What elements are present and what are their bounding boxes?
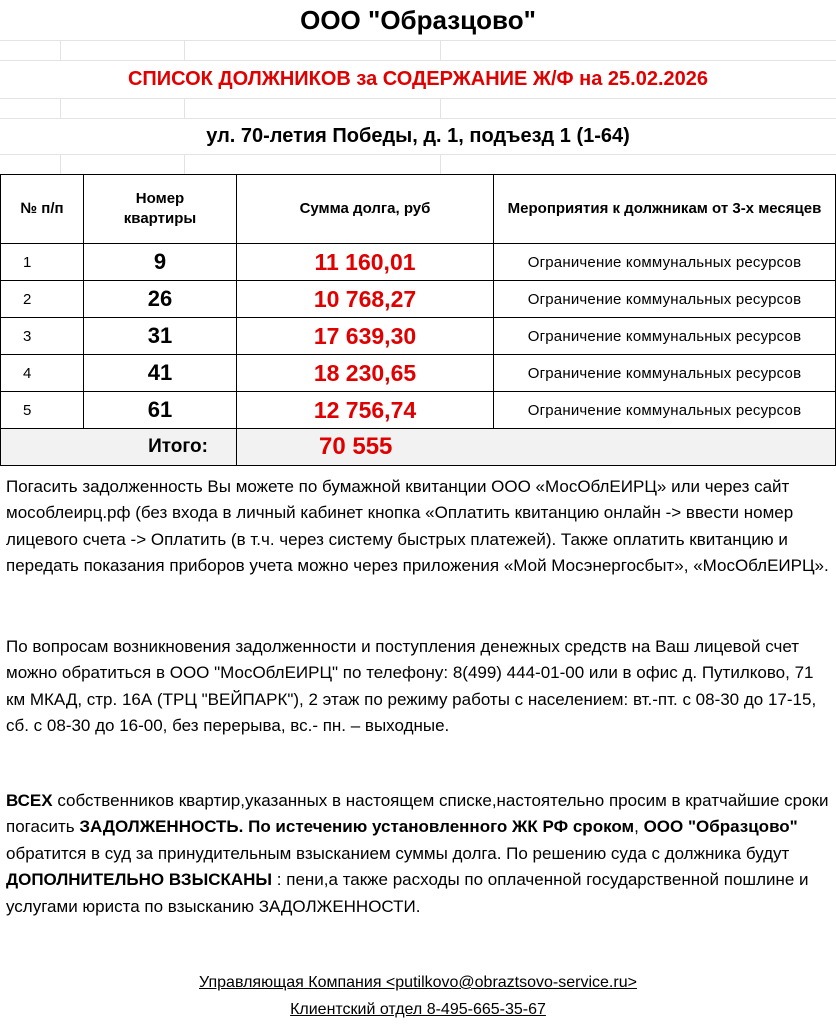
document-title: СПИСОК ДОЛЖНИКОВ за СОДЕРЖАНИЕ Ж/Ф на 25.02.2026 — [127, 67, 709, 90]
contact-info: По вопросам возникновения задолженности и поступления денежных средств на Ваш лицевой счет можно обратиться в ООО "МосОблЕИРЦ" по телефону: 8(499) 444-01-00 или в офис д. Путилково, 71 км МКАД, стр. 16А (ТРЦ "ВЕЙПАРК"), 2 этаж по режиму работы с населением: вт.-пт. с 08-30 до 17-15, сб. с 08-30 до 16-00, без перерыва, вс.- пн. – выходные. — [6, 637, 817, 736]
debtor-measure: Ограничение коммунальных ресурсов — [494, 244, 836, 281]
table-header-row — [1, 175, 836, 244]
grid-line — [0, 98, 836, 99]
row-number: 4 — [1, 355, 84, 392]
warning-text-bold: По истечению установленного ЖК РФ сроком — [248, 817, 635, 837]
warning-text-bold: ДОПОЛНИТЕЛЬНО ВЗЫСКАНЫ — [6, 870, 273, 890]
column-header-number: № п/п — [1, 175, 84, 244]
apartment-number: 26 — [84, 281, 237, 318]
debtor-measure: Ограничение коммунальных ресурсов — [494, 281, 836, 318]
total-sum: 70 555 — [237, 429, 836, 466]
debtors-table — [0, 174, 836, 466]
warning-text-bold: ЗАДОЛЖЕННОСТЬ. — [79, 817, 244, 837]
apartment-number: 31 — [84, 318, 237, 355]
total-label: Итого: — [1, 429, 237, 466]
table-row — [1, 355, 836, 392]
table-row — [1, 281, 836, 318]
warning-text: собственников квартир,указанных в настоящем списке,настоятельно просим в кратчайшие сроки погасить — [6, 791, 829, 837]
table-row — [1, 318, 836, 355]
grid-line — [184, 40, 185, 60]
client-department-phone[interactable]: Клиентский отдел 8-495-665-35-67 — [290, 1001, 546, 1018]
debt-sum: 10 768,27 — [237, 281, 494, 318]
warning-text: : пени,а также расходы по оплаченной государственной пошлине и услугами юриста по взысканию ЗАДОЛЖЕННОСТИ. — [6, 870, 809, 916]
table-row — [1, 244, 836, 281]
debt-sum: 18 230,65 — [237, 355, 494, 392]
row-number: 3 — [1, 318, 84, 355]
grid-line — [440, 154, 441, 174]
payment-instructions: Погасить задолженность Вы можете по бумажной квитанции ООО «МосОблЕИРЦ» или через сайт мособлеирц.рф (без входа в личный кабинет кнопка «Оплатить квитанцию онлайн -> ввести номер лицевого счета -> Оплатить (в т.ч. через систему быстрых платежей). Также оплатить квитанцию и передать показания приборов учета можно через приложения «Мой Мосэнергосбыт», «МосОблЕИРЦ». — [6, 477, 829, 576]
apartment-number: 9 — [84, 244, 237, 281]
warning-text: обратится в суд за принудительным взысканием суммы долга. По решению суда с должника будут — [6, 843, 790, 863]
management-company-link[interactable]: Управляющая Компания <putilkovo@obraztsovo-service.ru> — [199, 974, 637, 991]
row-number: 2 — [1, 281, 84, 318]
debtor-measure: Ограничение коммунальных ресурсов — [494, 355, 836, 392]
warning-text-bold: ВСЕХ — [6, 791, 53, 810]
debt-sum: 11 160,01 — [237, 244, 494, 281]
grid-line — [440, 40, 441, 60]
building-address: ул. 70-летия Победы, д. 1, подъезд 1 (1-64) — [206, 124, 630, 147]
column-header-debt-sum: Сумма долга, руб — [237, 175, 494, 244]
row-number: 1 — [1, 244, 84, 281]
warning-text-bold: ООО "Образцово" — [643, 817, 798, 837]
debt-sum: 12 756,74 — [237, 392, 494, 429]
grid-line — [184, 154, 185, 174]
column-header-measures: Мероприятия к должникам от 3-х месяцев — [494, 175, 836, 244]
grid-line — [184, 98, 185, 118]
company-name: ООО "Образцово" — [300, 4, 536, 35]
total-row — [1, 429, 836, 466]
debtor-measure: Ограничение коммунальных ресурсов — [494, 392, 836, 429]
table-row — [1, 392, 836, 429]
column-header-apartment: Номер квартиры — [84, 175, 237, 244]
debt-sum: 17 639,30 — [237, 318, 494, 355]
debtor-measure: Ограничение коммунальных ресурсов — [494, 318, 836, 355]
grid-line — [60, 154, 61, 174]
grid-line — [440, 98, 441, 118]
grid-line — [0, 154, 836, 155]
court-warning — [6, 788, 830, 920]
warning-text: , — [634, 817, 644, 837]
grid-line — [60, 98, 61, 118]
grid-line — [0, 40, 836, 41]
apartment-number: 41 — [84, 355, 237, 392]
row-number: 5 — [1, 392, 84, 429]
grid-line — [60, 40, 61, 60]
apartment-number: 61 — [84, 392, 237, 429]
